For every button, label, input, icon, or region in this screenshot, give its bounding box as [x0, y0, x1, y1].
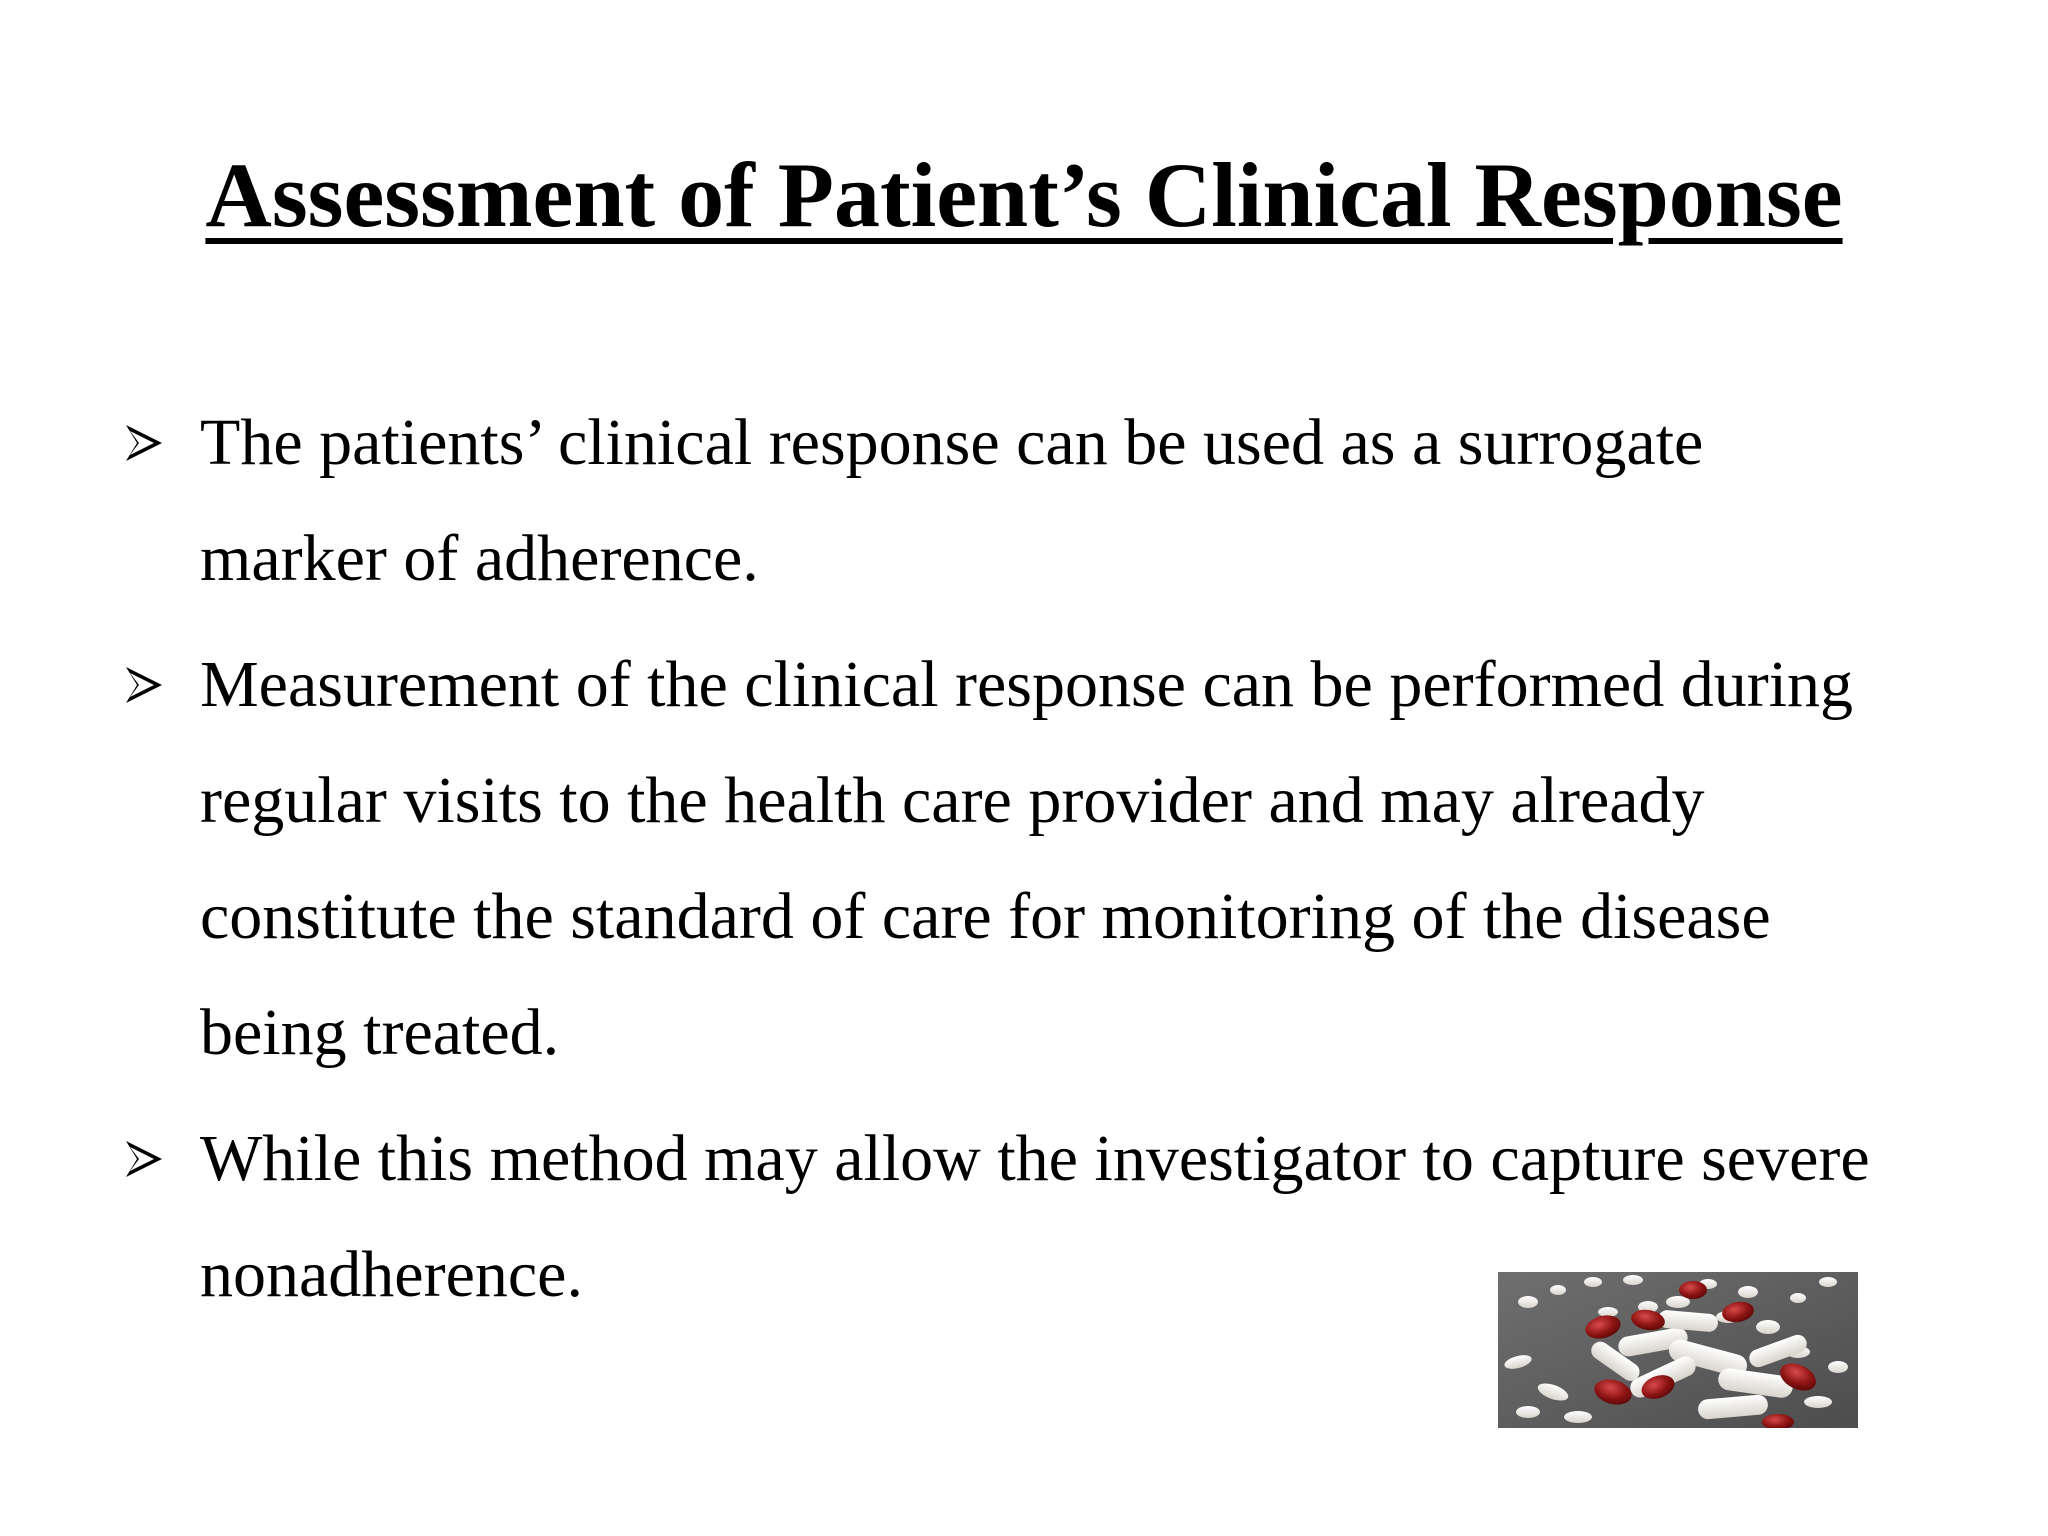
bullet-item	[124, 385, 2004, 617]
bullet-item	[124, 627, 2004, 1091]
bullet-line: The patients’ clinical response can be used as a surrogate	[200, 406, 1704, 479]
slide-title: Assessment of Patient’s Clinical Response	[205, 144, 1843, 246]
arrowhead-bullet-icon	[124, 665, 164, 705]
bullet-line: marker of adherence.	[200, 522, 759, 595]
bullet-line: Measurement of the clinical response can be performed during	[200, 648, 1854, 721]
bullet-line: nonadherence.	[200, 1238, 583, 1311]
bullet-list	[124, 385, 2004, 1343]
bullet-line: constitute the standard of care for monitoring of the disease	[200, 880, 1771, 953]
bullet-line: regular visits to the health care provider and may already	[200, 764, 1705, 837]
pills-photo	[1498, 1272, 1858, 1428]
bullet-line: While this method may allow the investigator to capture severe	[200, 1122, 1870, 1195]
arrowhead-bullet-icon	[124, 1139, 164, 1179]
arrowhead-bullet-icon	[124, 423, 164, 463]
bullet-line: being treated.	[200, 996, 560, 1069]
